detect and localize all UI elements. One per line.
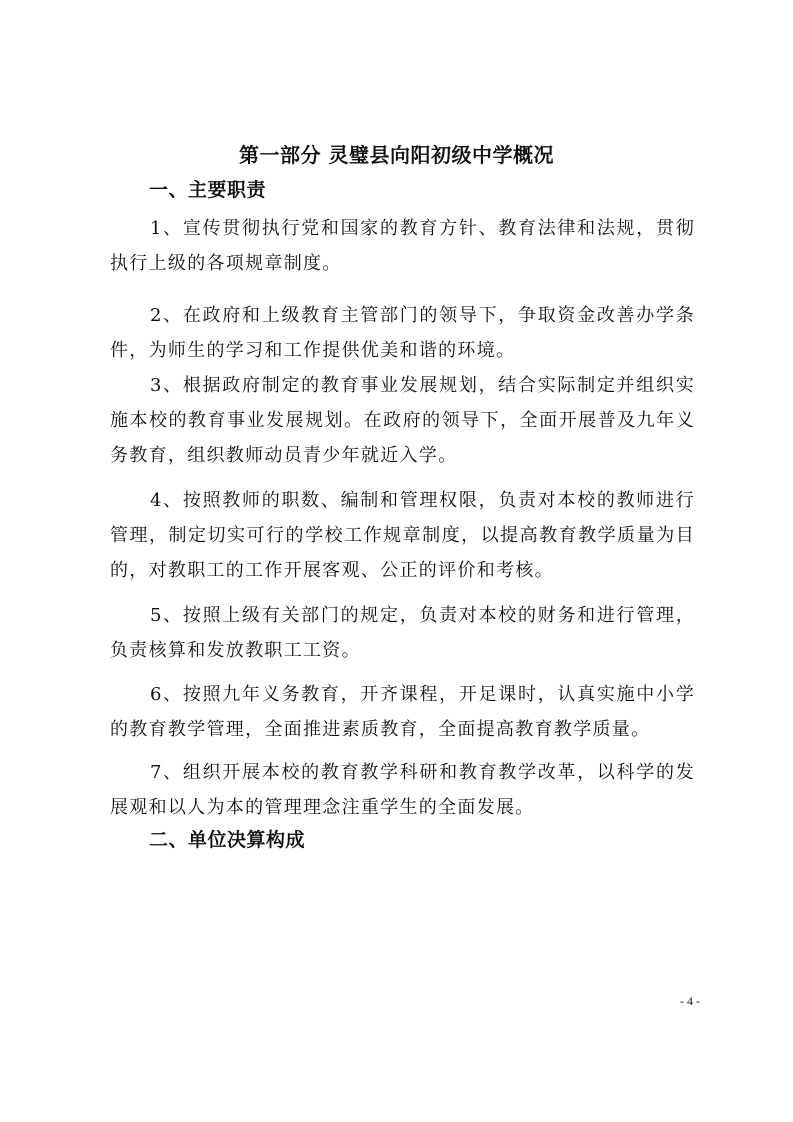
duty-paragraph-4: 4、按照教师的职数、编制和管理权限，负责对本校的教师进行管理，制定切实可行的学校工作规章制度，以提高教育教学质量为目的，对教职工的工作开展客观、公正的评价和考核。 <box>110 490 695 581</box>
section-heading-unit-composition: 二、单位决算构成 <box>149 829 306 851</box>
duty-paragraph-6: 6、按照九年义务教育，开齐课程，开足课时，认真实施中小学的教育教学管理，全面推进素质教育，全面提高教育教学质量。 <box>110 684 695 740</box>
duty-paragraph-7: 7、组织开展本校的教育教学科研和教育教学改革，以科学的发展观和以人为本的管理理念注重学生的全面发展。 <box>110 762 695 818</box>
duty-paragraph-5: 5、按照上级有关部门的规定，负责对本校的财务和进行管理，负责核算和发放教职工工资。 <box>110 605 695 661</box>
page-number: - 4 - <box>680 994 700 1008</box>
duty-paragraph-1: 1、宣传贯彻执行党和国家的教育方针、教育法律和法规，贯彻执行上级的各项规章制度。 <box>110 218 695 274</box>
duty-paragraph-2: 2、在政府和上级教育主管部门的领导下，争取资金改善办学条件，为师生的学习和工作提供优美和谐的环境。 <box>110 305 695 361</box>
duty-paragraph-3: 3、根据政府制定的教育事业发展规划，结合实际制定并组织实施本校的教育事业发展规划。在政府的领导下，全面开展普及九年义务教育，组织教师动员青少年就近入学。 <box>110 375 695 466</box>
page-title: 第一部分 灵璧县向阳初级中学概况 <box>239 143 554 167</box>
section-heading-main-duties: 一、主要职责 <box>149 179 267 201</box>
